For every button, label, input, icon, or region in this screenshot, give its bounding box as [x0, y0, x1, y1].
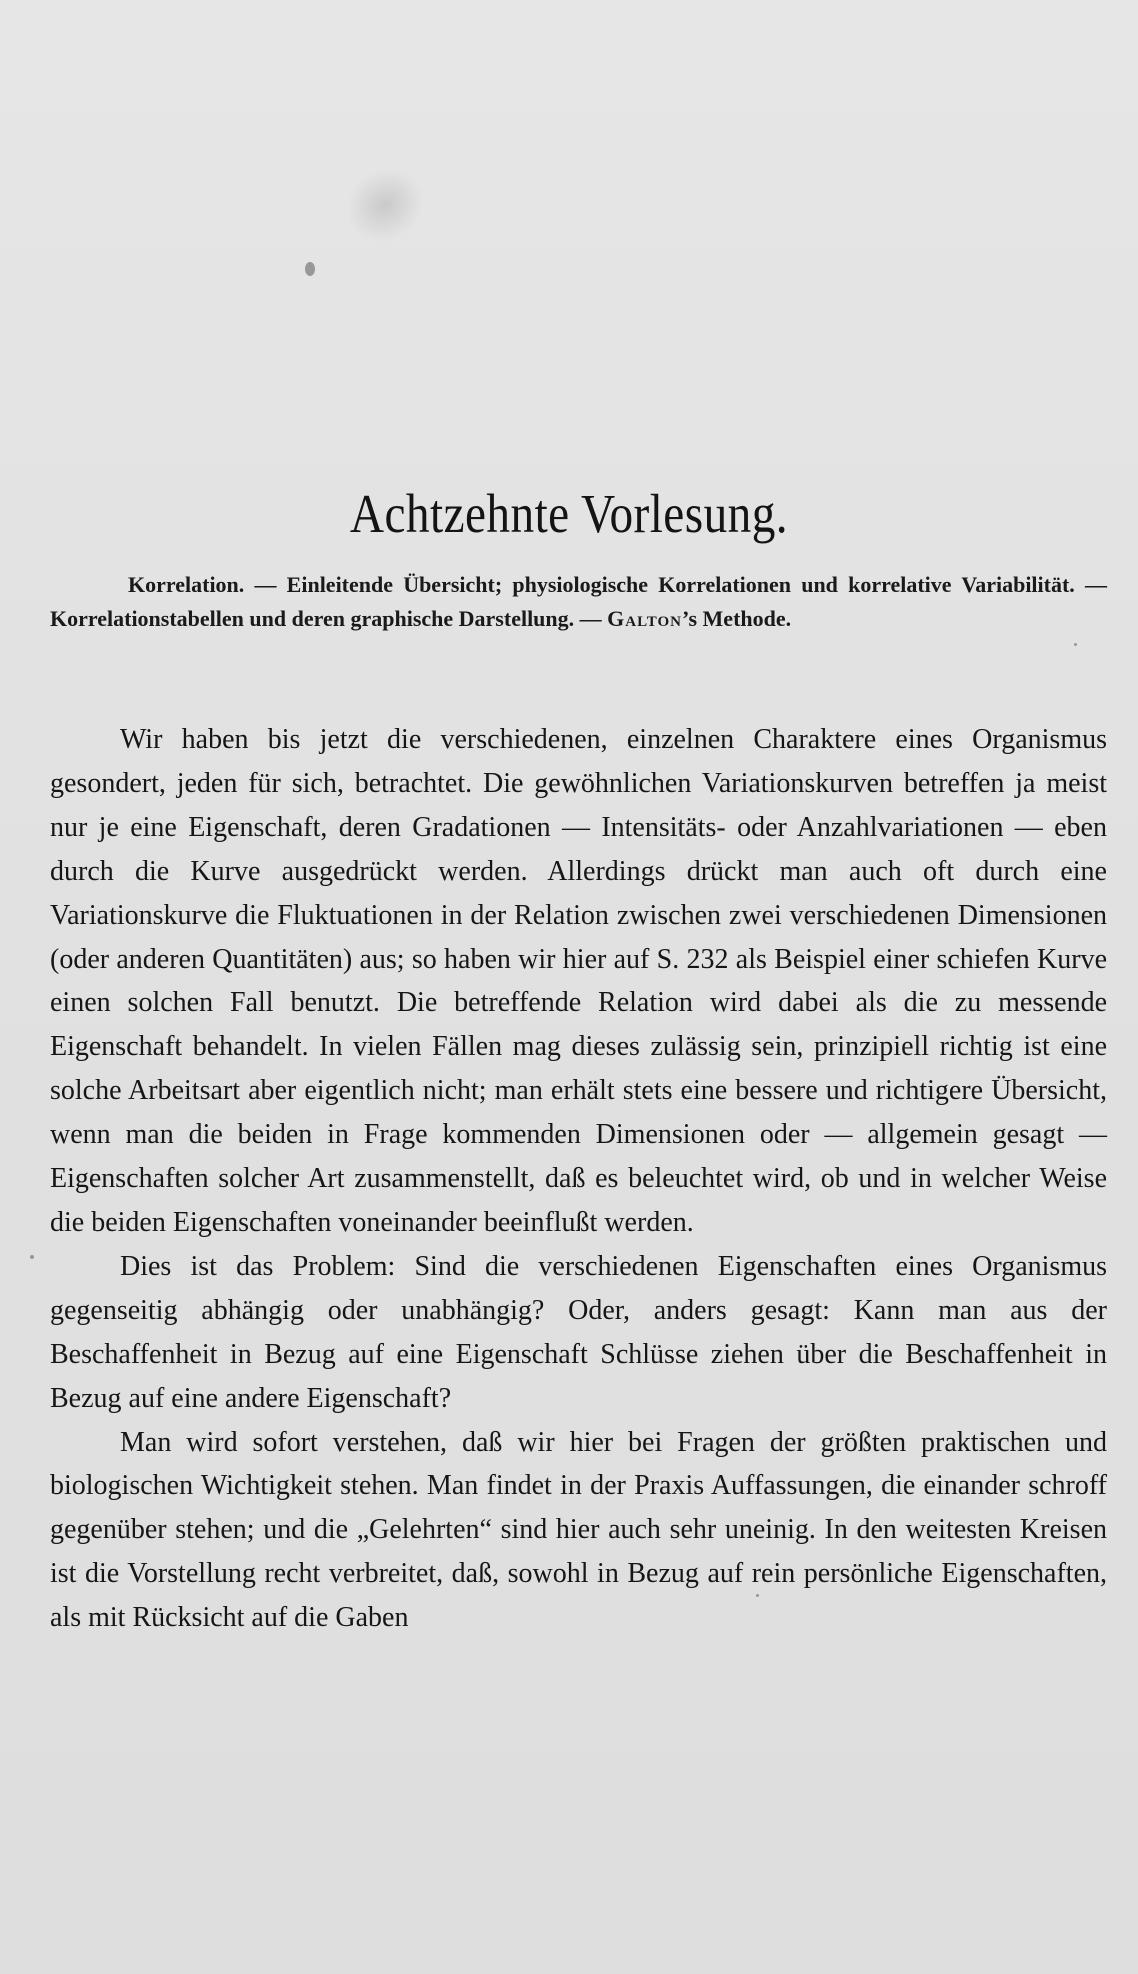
paragraph: Dies ist das Problem: Sind die verschiedenen Eigenschaften eines Organismus gegenseitig abhängig oder unabhängig? Oder, anders gesagt: Kann man aus der Beschaffenheit in Bezug auf eine Eigenschaft Schlüsse ziehen über die Beschaffenheit in Bezug auf eine andere Eigenschaft? [50, 1250, 1107, 1414]
page-speck [305, 262, 315, 276]
page-speck [30, 1255, 34, 1259]
summary-text-end: ’s Methode. [681, 606, 792, 631]
chapter-summary [50, 568, 1107, 636]
paragraph: Wir haben bis jetzt die verschiedenen, einzelnen Charaktere eines Organismus gesondert, jeden für sich, betrachtet. Die gewöhnlichen Variationskurven betreffen ja meist nur je eine Eigenschaft, deren Gradationen — Intensitäts- oder Anzahlvariationen — eben durch die Kurve ausgedrückt werden. Allerdings drückt man auch oft durch eine Variationskurve die Fluktuationen in der Relation zwischen zwei verschiedenen Dimensionen (oder anderen Quantitäten) aus; so haben wir hier auf S. 232 als Beispiel einer schiefen Kurve einen solchen Fall benutzt. Die betreffende Relation wird dabei als die zu messende Eigenschaft behandelt. In vielen Fällen mag dieses zulässig sein, prinzipiell richtig ist eine solche Arbeitsart aber eigentlich nicht; man erhält stets eine bessere und richtigere Übersicht, wenn man die beiden in Frage kommenden Dimensionen oder — allgemein gesagt — Eigenschaften solcher Art zusammenstellt, daß es beleuchtet wird, ob und in welcher Weise die beiden Eigenschaften voneinander beeinflußt werden. [50, 724, 1107, 1238]
summary-text: Korrelation. — Einleitende Übersicht; physiologische Korrelationen und korrelative Variabilität. — Korrelationstabellen und deren graphische Darstellung. — [50, 572, 1107, 631]
chapter-title: Achtzehnte Vorlesung. [349, 483, 789, 544]
page-smudge [332, 153, 438, 256]
body-text [50, 718, 1107, 1640]
paragraph: Man wird sofort verstehen, daß wir hier bei Fragen der größten praktischen und biologischen Wichtigkeit stehen. Man findet in der Praxis Auffassungen, die einander schroff gegenüber stehen; und die „Gelehrten“ sind hier auch sehr uneinig. In den weitesten Kreisen ist die Vorstellung recht verbreitet, daß, sowohl in Bezug auf rein persönliche Eigenschaften, als mit Rücksicht auf die Gaben [50, 1426, 1107, 1634]
page-speck [1074, 643, 1077, 646]
summary-author: Galton [607, 606, 682, 631]
